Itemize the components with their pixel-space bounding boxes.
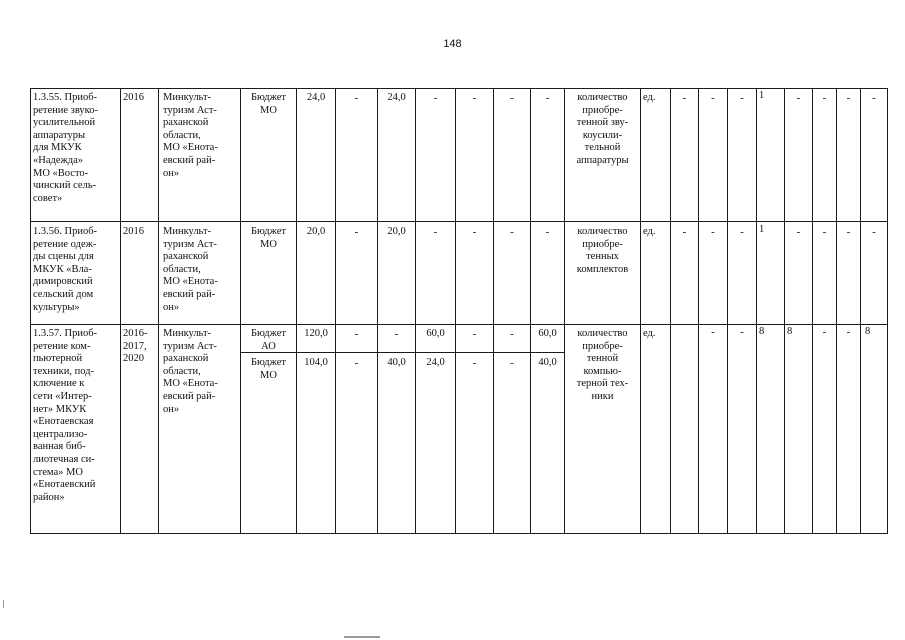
target-value: - (740, 226, 744, 238)
amount-year: - (354, 328, 359, 340)
target-value: - (711, 92, 715, 104)
column-divider (812, 88, 813, 534)
indicator-unit: ед. (643, 226, 656, 237)
activity-executor: Минкульт- туризм Аст- раханской области, МО «Енота- евский рай- он» (163, 92, 218, 179)
indicator-unit: ед. (643, 328, 656, 339)
column-divider (120, 88, 121, 534)
target-value: - (682, 92, 687, 104)
target-value: 8 (865, 326, 871, 337)
target-value: - (846, 226, 851, 238)
column-divider (455, 88, 456, 534)
amount-year: - (354, 92, 359, 104)
target-value: 8 (787, 326, 793, 337)
amount-year: 60,0 (538, 328, 557, 339)
activity-name: 1.3.57. Приоб- ретение ком- пьютерной техники, под- ключение к сети «Интер- нет» МКУК «Енотаевская централизо- ванная биб- лиотечная си- стема» МО «Енотаевский район» (33, 328, 98, 503)
column-divider (860, 88, 861, 534)
amount-year: 24,0 (426, 357, 445, 368)
column-divider (296, 88, 297, 534)
target-value: - (711, 226, 715, 238)
amount-total: 120,0 (304, 328, 328, 339)
amount-year: 60,0 (426, 328, 445, 339)
column-divider (240, 88, 241, 534)
table-right-border (887, 88, 888, 534)
target-value: - (872, 226, 876, 238)
column-divider (335, 88, 336, 534)
amount-year: 40,0 (538, 357, 557, 368)
target-value: - (822, 226, 827, 238)
target-value: - (872, 92, 876, 104)
amount-year: - (545, 226, 550, 238)
column-divider (727, 88, 728, 534)
amount-year: - (472, 226, 477, 238)
amount-year: - (433, 226, 438, 238)
target-value: - (740, 326, 744, 338)
column-divider (415, 88, 416, 534)
amount-year: - (472, 92, 477, 104)
target-value: - (796, 92, 801, 104)
amount-year: - (354, 357, 359, 369)
amount-total: 20,0 (306, 226, 326, 237)
target-value: 1 (759, 90, 765, 101)
amount-year: - (510, 92, 514, 104)
column-divider (640, 88, 641, 534)
amount-year: - (510, 328, 514, 340)
funding-source: Бюджет АО (250, 328, 287, 352)
amount-year: - (354, 226, 359, 238)
target-value: - (740, 92, 744, 104)
target-value: - (822, 326, 827, 338)
target-value: - (796, 226, 801, 238)
amount-year: 24,0 (387, 92, 406, 103)
target-value: - (846, 326, 851, 338)
amount-year: - (472, 328, 477, 340)
column-divider (493, 88, 494, 534)
target-value: - (682, 226, 687, 238)
amount-year: - (545, 92, 550, 104)
funding-source: Бюджет МО (250, 357, 287, 381)
amount-year: - (394, 328, 399, 340)
indicator-name: количество приобре- тенной зву- коусили- тельной аппаратуры (576, 92, 629, 166)
activity-years: 2016 (123, 226, 144, 237)
amount-year: 40,0 (387, 357, 406, 368)
column-divider (670, 88, 671, 534)
scan-artifact (344, 636, 380, 638)
column-divider (784, 88, 785, 534)
activity-name: 1.3.55. Приоб- ретение звуко- усилительной аппаратуры для МКУК «Надежда» МО «Восто- чинский сель- совет» (33, 92, 98, 204)
target-value: 1 (759, 224, 765, 235)
amount-year: - (510, 357, 514, 369)
activity-years: 2016- 2017, 2020 (123, 328, 148, 365)
indicator-name: количество приобре- тенных комплектов (576, 226, 629, 275)
activity-executor: Минкульт- туризм Аст- раханской области, МО «Енота- евский рай- он» (163, 328, 218, 415)
amount-year: - (433, 92, 438, 104)
column-divider (377, 88, 378, 534)
amount-year: 20,0 (387, 226, 406, 237)
column-divider (698, 88, 699, 534)
indicator-unit: ед. (643, 92, 656, 103)
target-value: - (822, 92, 827, 104)
activity-name: 1.3.56. Приоб- ретение одеж- ды сцены для МКУК «Вла- димировский сельский дом культуры» (33, 226, 98, 313)
indicator-name: количество приобре- тенной компью- терной тех- ники (576, 328, 629, 402)
column-divider (158, 88, 159, 534)
target-value: - (846, 92, 851, 104)
program-activities-table (30, 88, 888, 534)
activity-years: 2016 (123, 92, 144, 103)
target-value: - (711, 326, 715, 338)
column-divider (530, 88, 531, 534)
column-divider (756, 88, 757, 534)
target-value: 8 (759, 326, 765, 337)
column-divider (836, 88, 837, 534)
activity-executor: Минкульт- туризм Аст- раханской области, МО «Енота- евский рай- он» (163, 226, 218, 313)
scan-artifact (3, 600, 4, 608)
amount-year: - (510, 226, 514, 238)
funding-source: Бюджет МО (250, 92, 287, 116)
amount-total: 104,0 (304, 357, 328, 368)
amount-year: - (472, 357, 477, 369)
page-number: 148 (443, 38, 462, 50)
amount-total: 24,0 (306, 92, 326, 103)
funding-source: Бюджет МО (250, 226, 287, 250)
table-left-border (30, 88, 31, 534)
